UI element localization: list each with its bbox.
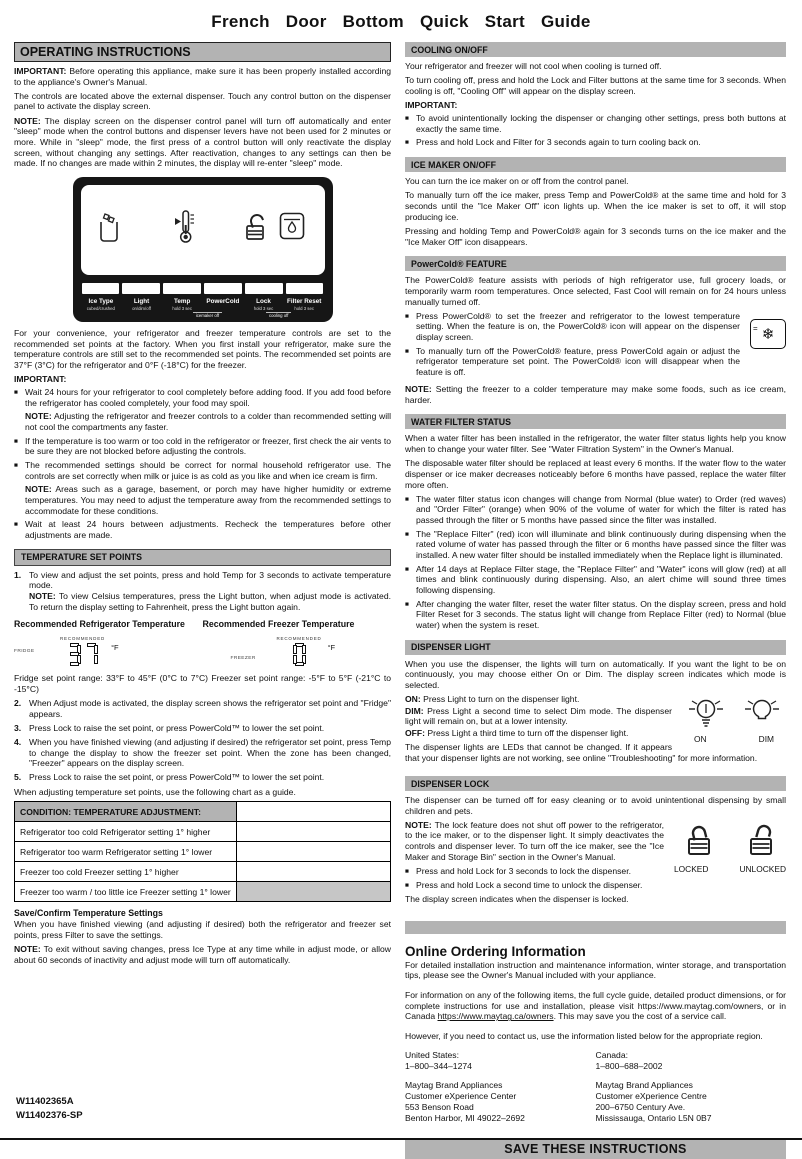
powercold-paragraph: The PowerCold® feature assists with periods of high refrigerator use, full grocery loads, or temporarily warm room temperatures. Once selected, Fast Cool will remain on for 24 hours unless manually turned off.: [405, 275, 786, 307]
button-slot: [82, 283, 120, 294]
button-slot: [163, 283, 201, 294]
button-slot: [122, 283, 160, 294]
bulb-on-icon: [688, 696, 724, 730]
temperature-adjustment-table: [14, 801, 391, 902]
bulb-dim-label: DIM: [758, 734, 774, 745]
dispenser-light-dim-line: DIM: Press Light a second time to select Dim mode. The dispenser light will remain on, but at a lower intensity.: [405, 705, 672, 727]
ice-maker-paragraph: Pressing and holding Temp and PowerCold® again for 3 seconds turns on the ice maker and the "Ice Maker Off" icon disappears.: [405, 225, 786, 247]
bullet-item: ■ To manually turn off the PowerCold® feature, press PowerCold again or adjust the refrigerator temperature set point. The PowerCold® icon will disappear when the feature is off.: [405, 345, 740, 377]
padlock-unlocked-icon: [744, 822, 778, 860]
gray-divider-bar: [405, 921, 786, 934]
unlock-icon: [241, 211, 271, 245]
section-header-temperature-set-points: TEMPERATURE SET POINTS: [14, 549, 391, 566]
powercold-snowflake-icon: = ❄: [750, 319, 786, 349]
dispenser-lock-paragraph: The dispenser can be turned off for easy cleaning or to avoid unintentional dispensing by small children and pets.: [405, 795, 786, 816]
square-bullet-icon: ■: [405, 114, 409, 122]
panel-display-screen: [81, 185, 325, 275]
section-header-dispenser-light: DISPENSER LIGHT: [405, 640, 786, 655]
button-slot: [204, 283, 242, 294]
bullet-item: ■ If the temperature is too warm or too cold in the refrigerator or freezer, first check the air vents to be sure they are not blocked before adjusting the controls.: [14, 435, 391, 457]
factory-setpoints-paragraph: For your convenience, your refrigerator and freezer temperature controls are set to the recommended set points at the factory. When you first install your refrigerator, make sure the temperature controls are still set to the recommended set points. The recommended set points are 37°F (3°C) for the refrigerator and 0°F (-18°C) for the freezer.: [14, 327, 391, 370]
table-row: Refrigerator too warm Refrigerator setting 1° lower: [15, 842, 391, 862]
square-bullet-icon: ■: [14, 461, 18, 469]
operating-note-paragraph: NOTE: The display screen on the dispenser control panel will turn off automatically and enter "sleep" mode when the control buttons and dispenser levers have not been used for 2 minutes or more. While in "sleep" mode, the first press of a control button will only reactivate the display screen, without changing any settings. After reactivation, changes to any settings can then be made. If no changes are made within 2 minutes, the display will re-enter "sleep" mode.: [14, 115, 391, 169]
locked-label: LOCKED: [674, 863, 709, 874]
button-slot: [286, 283, 324, 294]
contact-us: United States: 1–800–344–1274 Maytag Brand Appliances Customer eXperience Center 553 Benson Road Benton Harbor, MI 49022–2692: [405, 1050, 596, 1125]
save-confirm-paragraph: When you have finished viewing (and adjusting if desired) both the refrigerator and freezer set points, press Filter to save the settings.: [14, 919, 391, 940]
dispenser-light-led-paragraph: The dispenser lights are LEDs that cannot be changed. If it appears that your dispenser lights are not working, see online "Troubleshooting" for more information.: [405, 742, 758, 763]
freezer-temp-display: [203, 636, 392, 666]
fridge-seven-segment-value: [60, 643, 105, 666]
bullet-item: ■ To avoid unintentionally locking the dispenser or changing other settings, press both buttons at exactly the same time.: [405, 112, 786, 134]
square-bullet-icon: ■: [14, 389, 18, 397]
ca-phone: 1–800–688–2002: [595, 1060, 663, 1071]
section-header-dispenser-lock: DISPENSER LOCK: [405, 776, 786, 791]
bullet-item: ■ Wait at least 24 hours between adjustments. Recheck the temperatures before other adjustments are made.: [14, 519, 391, 540]
contact-info-columns: [405, 1050, 786, 1125]
panel-button-ice-type: Ice Type cubed/crushed: [86, 297, 115, 311]
powercold-bullets-wrap: [405, 311, 786, 381]
powercold-note: NOTE: Setting the freezer to a colder temperature may make some foods, such as ice cream, harder.: [405, 384, 786, 405]
section-header-operating-instructions: OPERATING INSTRUCTIONS: [14, 42, 391, 62]
table-header-empty-cell: [236, 802, 390, 822]
dispenser-light-modes: [405, 694, 786, 767]
online-paragraph: However, if you need to contact us, use the information listed below for the appropriate region.: [405, 1030, 763, 1041]
bullet-item: ■ After changing the water filter, reset the water filter status. On the display screen, press and hold Filter Reset for 3 seconds. The status light will change from Replace Filter (red) to Normal (blue water) when the system is reset.: [405, 598, 786, 630]
square-bullet-icon: ■: [14, 437, 18, 445]
freezer-recommended-block: Recommended Freezer Temperature FREEZER RECOMMENDED °F: [203, 619, 392, 666]
dispenser-light-icons: [682, 696, 786, 744]
degrees-unit: °F: [327, 642, 336, 652]
operating-important-paragraph: IMPORTANT: Before operating this appliance, make sure it has been properly installed according to the appliance's Owner's Manual.: [14, 66, 391, 87]
recommended-caption: RECOMMENDED: [60, 636, 106, 642]
section-header-cooling: COOLING ON/OFF: [405, 42, 786, 57]
section-header-water-filter: WATER FILTER STATUS: [405, 414, 786, 429]
cooling-paragraph: Your refrigerator and freezer will not cool when cooling is turned off.: [405, 61, 662, 71]
square-bullet-icon: ■: [405, 495, 409, 503]
bulb-dim-icon: [744, 696, 780, 730]
snowflake-lines: =: [753, 323, 757, 333]
bullet-item: ■ The water filter status icon changes will change from Normal (blue water) to Order (red waves) and "Order Filter" (orange) when 90% of the volume of water for which the filter is rated has passed through the filter or 5 months have passed since the filter was installed.: [405, 493, 786, 526]
important-label: IMPORTANT:: [14, 66, 67, 76]
bullet-item: ■ The "Replace Filter" (red) icon will illuminate and blink continuously during dispensing when the rated volume of water has passed through the filter or 6 months have passed since the filter was installed. A new water filter should be installed immediately when the Replace light is illuminated.: [405, 528, 786, 560]
square-bullet-icon: ■: [405, 312, 409, 320]
part-number-1: W11402365A: [16, 1096, 74, 1107]
ca-region-label: Canada:: [595, 1049, 628, 1060]
panel-button-filter-reset: Filter Reset hold 3 sec: [287, 297, 322, 311]
icemaker-off-bracket: icemaker off: [193, 312, 222, 318]
operating-controls-paragraph: The controls are located above the external dispenser. Touch any control button on the dispenser panel to activate the display screen.: [14, 90, 391, 112]
dispenser-light-paragraph: When you use the dispenser, the lights will turn on automatically. If you want the light to be on continuously, you may choose either On or Dim. The display screen indicates which mode is selected.: [405, 658, 786, 690]
freezer-zone-label: FREEZER: [230, 655, 256, 661]
bullet-item: ■ Press and hold Lock a second time to unlock the dispenser.: [405, 879, 643, 890]
dispenser-light-off-line: OFF: Press Light a third time to turn off the dispenser light.: [405, 728, 629, 739]
square-bullet-icon: ■: [405, 565, 409, 573]
part-number-2: W11402376-SP: [16, 1109, 83, 1121]
important-heading: IMPORTANT:: [14, 374, 67, 385]
ice-maker-paragraph: You can turn the ice maker on or off from the control panel.: [405, 176, 629, 187]
panel-button-slots: [82, 283, 324, 294]
water-filter-paragraph: The disposable water filter should be replaced at least every 6 months. If the water flow to the water dispenser or ice maker decreases noticeably before 6 months have passed, replace the water filter more often.: [405, 458, 786, 490]
note-label: NOTE:: [405, 384, 432, 395]
note-label: NOTE:: [14, 115, 41, 126]
cooling-paragraph: To turn cooling off, press and hold the Lock and Filter buttons at the same time for 3 seconds. When cooling is off, "Cooling Off" will appear on the display screen.: [405, 75, 786, 96]
dispenser-light-on-line: ON: Press Light to turn on the dispenser light.: [405, 694, 580, 705]
dispenser-lock-icons: [674, 822, 786, 874]
panel-bracket-labels: [81, 312, 325, 319]
dispenser-lock-body: [405, 820, 786, 909]
bottom-rule: [0, 1138, 802, 1140]
operating-bullets: [14, 387, 391, 541]
page-title: French Door Bottom Quick Start Guide: [211, 12, 591, 31]
note-label: NOTE:: [14, 944, 41, 955]
save-these-instructions-bar: SAVE THESE INSTRUCTIONS: [405, 1139, 786, 1159]
numbered-step-3: 3. Press Lock to raise the set point, or press PowerCold™ to lower the set point.: [14, 722, 325, 733]
bullet-item: ■ Press and hold Lock for 3 seconds to lock the dispenser.: [405, 865, 631, 876]
square-bullet-icon: ■: [405, 347, 409, 355]
numbered-step-5: 5. Press Lock to raise the set point, or press PowerCold™ to lower the set point.: [14, 772, 325, 783]
numbered-step-4: 4. When you have finished viewing (and adjusting if desired) the refrigerator set point, press Temp to change the display to show the freezer set point. When the zone has been changed, "Freezer" appears on the display screen.: [14, 736, 391, 769]
dispenser-lock-display-line: The display screen indicates when the dispenser is locked.: [405, 894, 629, 905]
table-header-cell: CONDITION: TEMPERATURE ADJUSTMENT:: [15, 802, 237, 822]
section-header-ice-maker: ICE MAKER ON/OFF: [405, 157, 786, 172]
padlock-locked-icon: [682, 822, 716, 860]
water-filter-bullets: [405, 494, 786, 631]
online-ordering-heading: Online Ordering Information: [405, 943, 586, 959]
table-header-row: [15, 802, 391, 822]
contact-canada: Canada: 1–800–688–2002 Maytag Brand Appliances Customer eXperience Centre 200–6750 Century Ave. Mississauga, Ontario L5N 0B7: [596, 1050, 787, 1125]
water-filter-icon: [279, 211, 305, 241]
freezer-seven-segment-value: [277, 643, 322, 666]
note-label: NOTE:: [405, 819, 432, 830]
bullet-item: ■ Press and hold Lock and Filter for 3 seconds again to turn cooling back on.: [405, 137, 701, 148]
save-confirm-note: NOTE: To exit without saving changes, press Ice Type at any time while in adjust mode, or allow about 60 seconds of inactivity and adjust mode will turn off automatically.: [14, 944, 391, 965]
save-confirm-heading: Save/Confirm Temperature Settings: [14, 908, 163, 919]
table-row: Freezer too warm / too little ice Freezer setting 1° lower: [15, 882, 391, 902]
fridge-zone-label: FRIDGE: [14, 648, 35, 654]
bullet-item: ■ The recommended settings should be correct for normal household refrigerator use. The controls are set correctly when milk or juice is as cold as you like and when ice cream is firm. NOTE: Areas such as a garage, basement, or porch may have higher humidity or extreme temperatures. You may need to adjust the temperature away from the recommended settings to accommodate for these conditions.: [14, 459, 391, 516]
important-heading: IMPORTANT:: [405, 99, 458, 110]
panel-button-labels: [81, 297, 325, 312]
fridge-temp-display: [14, 636, 203, 666]
note-label: NOTE:: [25, 484, 52, 495]
recommended-caption: RECOMMENDED: [276, 636, 322, 642]
table-row: Freezer too cold Freezer setting 1° higher: [15, 862, 391, 882]
ice-maker-paragraph: To manually turn off the ice maker, press Temp and PowerCold® at the same time and hold for 3 seconds until the "Ice Maker Off" icon lights up. When the ice maker is set to off, it will stop producing ice.: [405, 190, 786, 222]
square-bullet-icon: ■: [405, 530, 409, 538]
two-column-layout: [14, 42, 788, 1159]
left-column: [14, 42, 391, 969]
maytag-com-url: https://www.maytag.com/owners: [637, 1000, 761, 1011]
bullet-item: ■ Press PowerCold® to set the freezer and refrigerator to the lowest temperature setting. When the feature is on, the PowerCold® icon will appear on the dispenser display screen.: [405, 310, 740, 342]
square-bullet-icon: ■: [405, 600, 409, 608]
table-row: Refrigerator too cold Refrigerator setting 1° higher: [15, 822, 391, 842]
dispenser-control-panel-diagram: [73, 177, 333, 322]
online-paragraph: For information on any of the following items, the full cycle guide, detailed product dimensions, or for complete instructions for use and installation, please visit https://www.maytag.com/owners, or in Canada https://www.maytag.ca/owners. This may save you the cost of a service call.: [405, 989, 786, 1022]
button-slot: [245, 283, 283, 294]
us-phone: 1–800–344–1274: [405, 1060, 472, 1071]
bullet-item: ■ Wait 24 hours for your refrigerator to cool completely before adding food. If you add food before the refrigerator has cooled completely, your food may spoil. NOTE: Adjusting the refrigerator and freezer controls to a colder than recommended setting will not cool the compartments any faster.: [14, 387, 391, 432]
us-region-label: United States:: [405, 1049, 459, 1060]
square-bullet-icon: ■: [405, 881, 409, 889]
note-label: NOTE:: [25, 411, 52, 422]
section-header-powercold: PowerCold® FEATURE: [405, 256, 786, 271]
part-numbers: [16, 1095, 83, 1123]
numbered-step-1: 1. To view and adjust the set points, press and hold Temp for 3 seconds to activate temperature mode. NOTE: To view Celsius temperatures, press the Light button, when adjust mode is activated. To return the display setting to Fahrenheit, press the Light button again.: [14, 569, 391, 612]
ice-glass-icon: [97, 211, 121, 245]
square-bullet-icon: ■: [405, 867, 409, 875]
unlocked-label: UNLOCKED: [739, 863, 786, 874]
thermometer-icon: [173, 209, 197, 245]
note-label: NOTE:: [29, 590, 56, 601]
maytag-ca-url: https://www.maytag.ca/owners: [437, 1011, 554, 1022]
panel-button-powercold: PowerCold: [206, 297, 240, 305]
dispenser-lock-note: NOTE: The lock feature does not shut off power to the refrigerator, to the ice maker, or to the dispenser light. It simply deactivates the controls and dispenser lever. To turn off the ice maker, see the "Ice Maker and Storage Bin" section in the Owner's Manual.: [405, 819, 664, 862]
degrees-unit: °F: [111, 642, 119, 652]
recommended-temperatures: [14, 619, 391, 666]
cooling-bullets: [405, 113, 786, 148]
fridge-recommended-block: Recommended Refrigerator Temperature FRIDGE RECOMMENDED °F: [14, 619, 203, 666]
square-bullet-icon: ■: [14, 521, 18, 529]
setpoint-range-line: Fridge set point range: 33°F to 45°F (0°C to 7°C) Freezer set point range: -5°F to 5°F (-21°C to -15°C): [14, 673, 391, 694]
water-filter-paragraph: When a water filter has been installed in the refrigerator, the water filter status lights help you know when to change your water filter. See "Water Filtration System" in the Owner's Manual.: [405, 433, 786, 455]
square-bullet-icon: ■: [405, 139, 409, 147]
panel-button-temp: Temp hold 3 sec: [172, 297, 192, 311]
cooling-off-bracket: cooling off: [266, 312, 292, 318]
bullet-item: ■ After 14 days at Replace Filter stage, the "Replace Filter" and "Water" icons will glow (red) at all times and blink continuously during dispensing. Also, an alert chime will sound three times following dispensing.: [405, 563, 786, 595]
panel-button-lock: Lock hold 3 sec: [253, 297, 274, 311]
quick-start-guide-page: [0, 12, 802, 1159]
right-column: [405, 42, 786, 1159]
numbered-step-2: 2. When Adjust mode is activated, the display screen shows the refrigerator set point and "Fridge" appears.: [14, 698, 391, 719]
chart-intro-line: When adjusting temperature set points, use the following chart as a guide.: [14, 786, 296, 797]
online-paragraph: For detailed installation instruction and maintenance information, winter storage, and transportation tips, please see the Owner's Manual included with your appliance.: [405, 959, 786, 981]
panel-button-light: Light on/dim/off: [132, 297, 151, 311]
bulb-on-label: ON: [694, 734, 707, 745]
